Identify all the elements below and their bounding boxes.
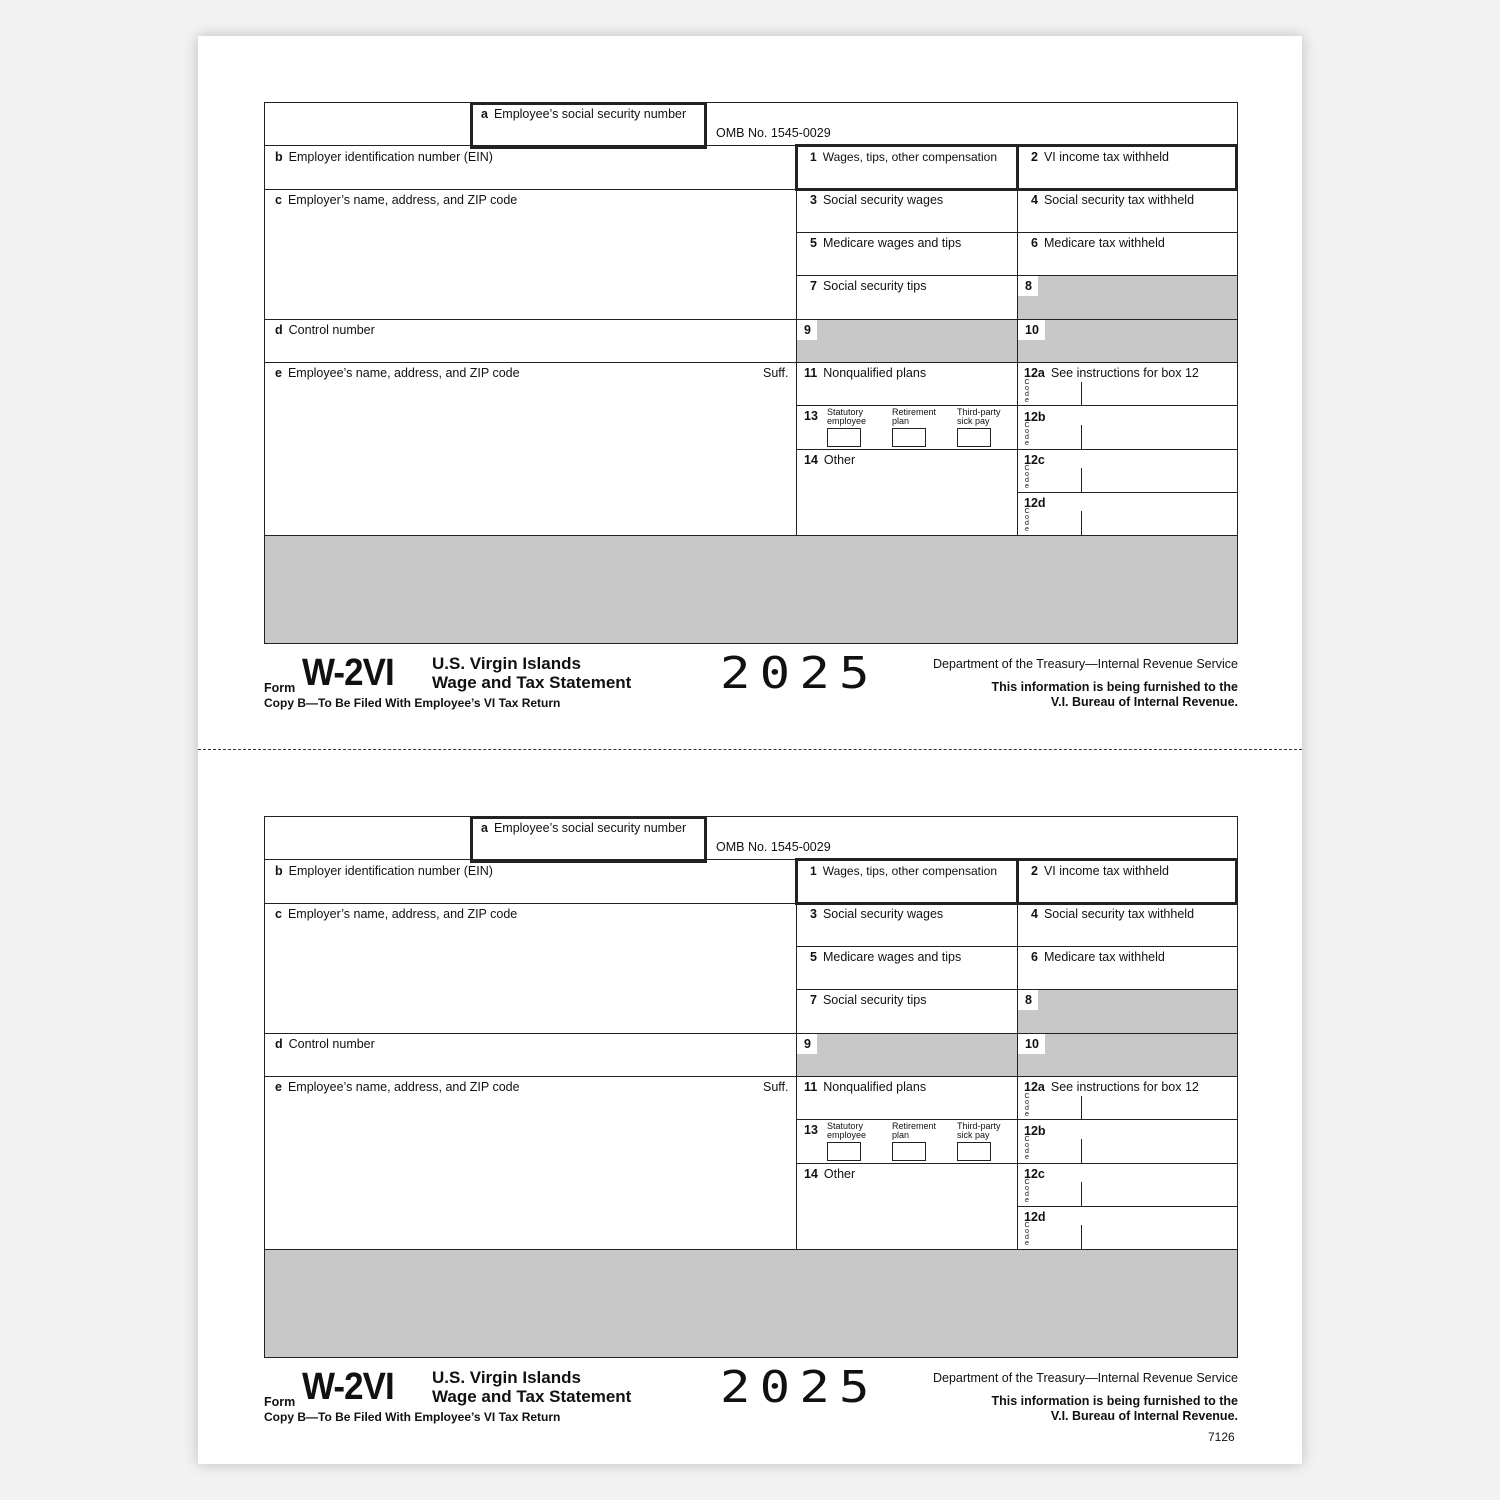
box-10-number: 10 — [1018, 320, 1045, 340]
box-3-label: 3 Social security wages — [810, 907, 944, 921]
statutory-label: Statutory employee — [827, 1121, 867, 1140]
code-divider — [1081, 468, 1082, 492]
copy-label: Copy B—To Be Filed With Employee’s VI Tax Return — [264, 696, 561, 710]
code-letter: d — [1025, 1105, 1029, 1112]
box-b-label: b Employer identification number (EIN) — [275, 864, 493, 878]
box-9-number: 9 — [797, 320, 817, 340]
box-1-label: 1 Wages, tips, other compensation — [810, 864, 997, 878]
box-4-label: 4 Social security tax withheld — [1031, 193, 1195, 207]
furnished-note: This information is being furnished to the V.I. Bureau of Internal Revenue. — [991, 1394, 1238, 1423]
retirement-label: Retirement plan — [892, 407, 937, 426]
statutory-checkbox[interactable] — [827, 1142, 861, 1161]
form-footer — [264, 1364, 1238, 1426]
box-13-label: 13 — [804, 409, 818, 423]
tax-year: 2025 — [720, 1362, 879, 1413]
rule — [1017, 1206, 1238, 1207]
box-12a-label: 12a See instructions for box 12 — [1024, 366, 1199, 380]
thirdparty-checkbox[interactable] — [957, 1142, 991, 1161]
box-12b-label: 12b — [1024, 410, 1046, 424]
box-10-number: 10 — [1018, 1034, 1045, 1054]
bottom-shade-panel — [265, 1250, 1237, 1357]
retirement-checkbox[interactable] — [892, 1142, 926, 1161]
box-5-label: 5 Medicare wages and tips — [810, 950, 962, 964]
box-d-label: d Control number — [275, 1037, 375, 1051]
dept-treasury: Department of the Treasury—Internal Revenue Service — [932, 1371, 1238, 1385]
box-12d-label: 12d — [1024, 1210, 1046, 1224]
code-letter: e — [1025, 1197, 1029, 1204]
code-letter: d — [1025, 1234, 1029, 1241]
code-letter: e — [1025, 440, 1029, 447]
code-letter: C — [1024, 1222, 1030, 1229]
box-8-shade — [1018, 276, 1237, 319]
rule — [264, 903, 796, 904]
code-letter: C — [1024, 422, 1030, 429]
box-13-label: 13 — [804, 1123, 818, 1137]
box-14-label: 14 Other — [804, 453, 856, 467]
box-c-label: c Employer’s name, address, and ZIP code — [275, 193, 518, 207]
code-letter: d — [1025, 1191, 1029, 1198]
box-9-number: 9 — [797, 1034, 817, 1054]
box-12a-label: 12a See instructions for box 12 — [1024, 1080, 1199, 1094]
box-3-label: 3 Social security wages — [810, 193, 944, 207]
box-e-label: e Employee’s name, address, and ZIP code — [275, 366, 520, 380]
box-b-label: b Employer identification number (EIN) — [275, 150, 493, 164]
code-letter: o — [1025, 428, 1029, 435]
retirement-label: Retirement plan — [892, 1121, 937, 1140]
box-12c-label: 12c — [1024, 453, 1045, 467]
retirement-checkbox[interactable] — [892, 428, 926, 447]
box-14-label: 14 Other — [804, 1167, 856, 1181]
code-letter: C — [1024, 1093, 1030, 1100]
code-divider — [1081, 1225, 1082, 1249]
box-c-label: c Employer’s name, address, and ZIP code — [275, 907, 518, 921]
code-divider — [1081, 1182, 1082, 1206]
box-8-shade — [1018, 990, 1237, 1033]
box-11-label: 11 Nonqualified plans — [804, 1080, 927, 1094]
box-7-label: 7 Social security tips — [810, 279, 927, 293]
code-letter: C — [1024, 465, 1030, 472]
code-letter: C — [1024, 508, 1030, 515]
form-title: U.S. Virgin Islands Wage and Tax Statement — [432, 1368, 632, 1406]
code-letter: C — [1024, 1136, 1030, 1143]
code-letter: o — [1025, 514, 1029, 521]
rule — [1017, 492, 1238, 493]
box-d-label: d Control number — [275, 323, 375, 337]
code-letter: d — [1025, 520, 1029, 527]
box-1-label: 1 Wages, tips, other compensation — [810, 150, 997, 164]
code-divider — [1081, 1139, 1082, 1163]
box-8-number: 8 — [1018, 276, 1038, 296]
box-9-shade — [797, 1034, 1017, 1076]
dept-treasury: Department of the Treasury—Internal Revenue Service — [932, 657, 1238, 671]
thirdparty-checkbox[interactable] — [957, 428, 991, 447]
code-letter: e — [1025, 1154, 1029, 1161]
code-letter: e — [1025, 526, 1029, 533]
w2vi-form-top — [264, 102, 1238, 712]
omb-number: OMB No. 1545-0029 — [716, 840, 831, 854]
box-2-label: 2 VI income tax withheld — [1031, 864, 1170, 878]
copy-label: Copy B—To Be Filed With Employee’s VI Tax Return — [264, 1410, 561, 1424]
form-number: 7126 — [1208, 1430, 1235, 1444]
box-10-shade — [1018, 320, 1237, 362]
box-12d-label: 12d — [1024, 496, 1046, 510]
form-title: U.S. Virgin Islands Wage and Tax Statement — [432, 654, 632, 692]
code-letter: o — [1025, 1142, 1029, 1149]
statutory-checkbox[interactable] — [827, 428, 861, 447]
box-6-label: 6 Medicare tax withheld — [1031, 950, 1165, 964]
code-letter: o — [1025, 1228, 1029, 1235]
box-9-shade — [797, 320, 1017, 362]
code-divider — [1081, 511, 1082, 535]
omb-number: OMB No. 1545-0029 — [716, 126, 831, 140]
tax-year: 2025 — [720, 648, 879, 699]
form-word: Form — [264, 1395, 296, 1409]
code-letter: o — [1025, 471, 1029, 478]
code-letter: C — [1024, 379, 1030, 386]
box-12c-label: 12c — [1024, 1167, 1045, 1181]
box-12b-label: 12b — [1024, 1124, 1046, 1138]
box-5-label: 5 Medicare wages and tips — [810, 236, 962, 250]
code-letter: C — [1024, 1179, 1030, 1186]
thirdparty-label: Third-party sick pay — [957, 1121, 1001, 1140]
suff-label: Suff. — [763, 1080, 789, 1094]
code-divider — [1081, 1096, 1082, 1120]
box-11-label: 11 Nonqualified plans — [804, 366, 927, 380]
box-8-number: 8 — [1018, 990, 1038, 1010]
code-letter: o — [1025, 385, 1029, 392]
w2vi-form-bottom — [264, 816, 1238, 1426]
code-divider — [1081, 382, 1082, 406]
thirdparty-label: Third-party sick pay — [957, 407, 1001, 426]
rule — [264, 189, 796, 190]
code-letter: d — [1025, 391, 1029, 398]
box-4-label: 4 Social security tax withheld — [1031, 907, 1195, 921]
suff-label: Suff. — [763, 366, 789, 380]
code-letter: e — [1025, 483, 1029, 490]
code-letter: o — [1025, 1099, 1029, 1106]
form-name: W-2VI — [302, 1366, 394, 1408]
box-e-label: e Employee’s name, address, and ZIP code — [275, 1080, 520, 1094]
rule — [264, 1076, 1238, 1077]
code-letter: e — [1025, 1240, 1029, 1247]
form-footer — [264, 650, 1238, 712]
code-letter: e — [1025, 397, 1029, 404]
code-letter: d — [1025, 477, 1029, 484]
bottom-shade-panel — [265, 536, 1237, 643]
code-letter: e — [1025, 1111, 1029, 1118]
code-divider — [1081, 425, 1082, 449]
code-letter: d — [1025, 434, 1029, 441]
furnished-note: This information is being furnished to the V.I. Bureau of Internal Revenue. — [991, 680, 1238, 709]
statutory-label: Statutory employee — [827, 407, 867, 426]
rule — [264, 362, 1238, 363]
perforation-line — [198, 749, 1302, 750]
code-letter: o — [1025, 1185, 1029, 1192]
box-10-shade — [1018, 1034, 1237, 1076]
box-a-label: a Employee’s social security number — [481, 107, 687, 121]
box-a-label: a Employee’s social security number — [481, 821, 687, 835]
box-6-label: 6 Medicare tax withheld — [1031, 236, 1165, 250]
box-2-label: 2 VI income tax withheld — [1031, 150, 1170, 164]
box-7-label: 7 Social security tips — [810, 993, 927, 1007]
form-word: Form — [264, 681, 296, 695]
code-letter: d — [1025, 1148, 1029, 1155]
form-name: W-2VI — [302, 652, 394, 694]
